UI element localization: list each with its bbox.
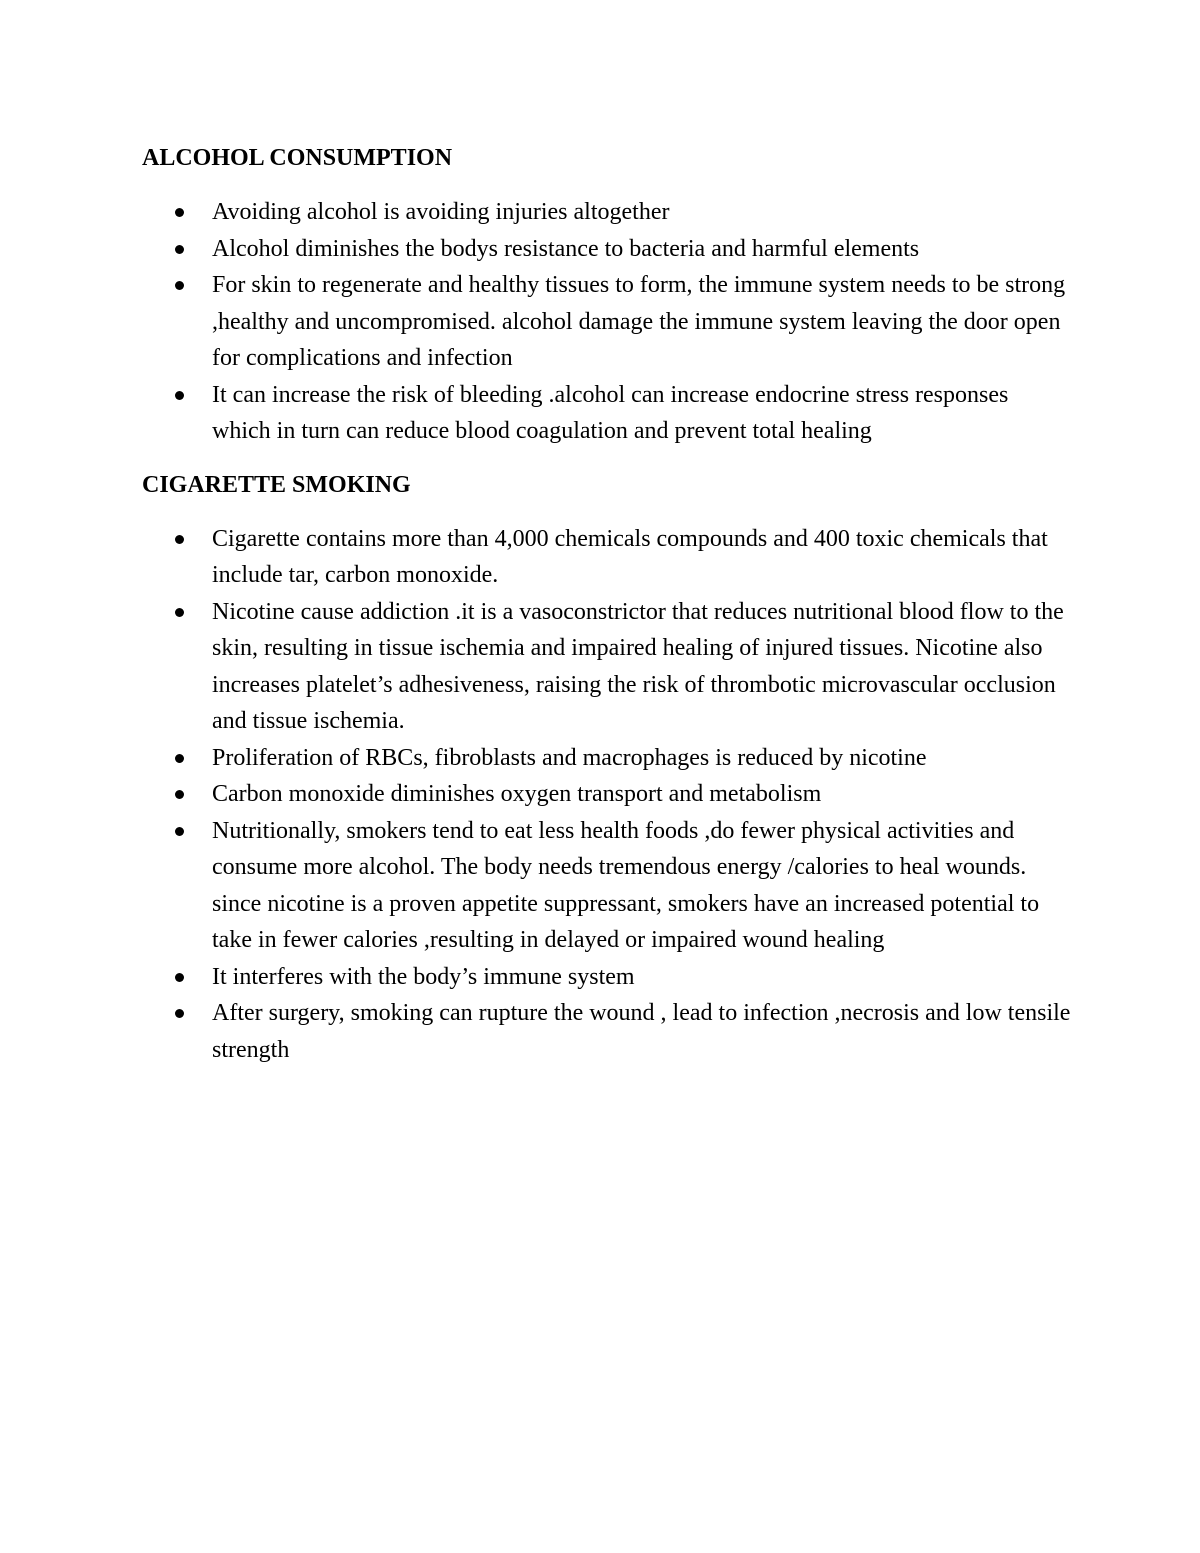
bullet-icon: [175, 1009, 184, 1018]
list-item-text: It interferes with the body’s immune system: [212, 963, 635, 990]
list-item: [142, 267, 1072, 377]
document-page: [142, 143, 1072, 1068]
list-item: [142, 521, 1072, 594]
list-item-text: It can increase the risk of bleeding .alcohol can increase endocrine stress responses which in turn can reduce blood coagulation and prevent total healing: [212, 381, 1009, 444]
section-heading: CIGARETTE SMOKING: [142, 471, 411, 498]
list-item-text: For skin to regenerate and healthy tissues to form, the immune system needs to be strong ,healthy and uncompromised. alcohol damage the immune system leaving the door open for complications and infection: [212, 272, 1066, 371]
bullet-icon: [175, 827, 184, 836]
list-item: [142, 813, 1072, 959]
list-item: [142, 776, 1072, 813]
bullet-icon: [175, 208, 184, 217]
list-item-text: Nutritionally, smokers tend to eat less health foods ,do fewer physical activities and consume more alcohol. The body needs tremendous energy /calories to heal wounds. since nicotine is a proven appetite suppressant, smokers have an increased potential to take in fewer calories ,resulting in delayed or impaired wound healing: [212, 817, 1040, 953]
list-item-text: Alcohol diminishes the bodys resistance to bacteria and harmful elements: [212, 235, 920, 262]
list-item: [142, 194, 1072, 231]
bullet-icon: [175, 281, 184, 290]
bullet-icon: [175, 754, 184, 763]
bullet-icon: [175, 245, 184, 254]
list-item-text: After surgery, smoking can rupture the wound , lead to infection ,necrosis and low tensile strength: [212, 1000, 1071, 1063]
list-item-text: Nicotine cause addiction .it is a vasoconstrictor that reduces nutritional blood flow to the skin, resulting in tissue ischemia and impaired healing of injured tissues. Nicotine also increases platelet’s adhesiveness, raising the risk of thrombotic microvascular occlusion and tissue ischemia.: [212, 598, 1064, 734]
list-item-text: Carbon monoxide diminishes oxygen transport and metabolism: [212, 781, 822, 807]
list-item-text: Proliferation of RBCs, fibroblasts and macrophages is reduced by nicotine: [212, 744, 927, 771]
list-item-text: Avoiding alcohol is avoiding injuries altogether: [212, 199, 670, 225]
list-item: [142, 377, 1072, 450]
bullet-list: [142, 194, 1072, 450]
section-heading: ALCOHOL CONSUMPTION: [142, 145, 453, 171]
bullet-icon: [175, 608, 184, 617]
bullet-icon: [175, 790, 184, 799]
list-item: [142, 740, 1072, 777]
bullet-icon: [175, 391, 184, 400]
list-item: [142, 231, 1072, 268]
list-item-text: Cigarette contains more than 4,000 chemicals compounds and 400 toxic chemicals that include tar, carbon monoxide.: [212, 525, 1048, 588]
bullet-icon: [175, 973, 184, 982]
bullet-list: [142, 521, 1072, 1069]
list-item: [142, 959, 1072, 996]
section-cigarette-smoking: [142, 470, 1072, 1069]
section-alcohol-consumption: [142, 143, 1072, 450]
list-item: [142, 594, 1072, 740]
bullet-icon: [175, 535, 184, 544]
list-item: [142, 995, 1072, 1068]
